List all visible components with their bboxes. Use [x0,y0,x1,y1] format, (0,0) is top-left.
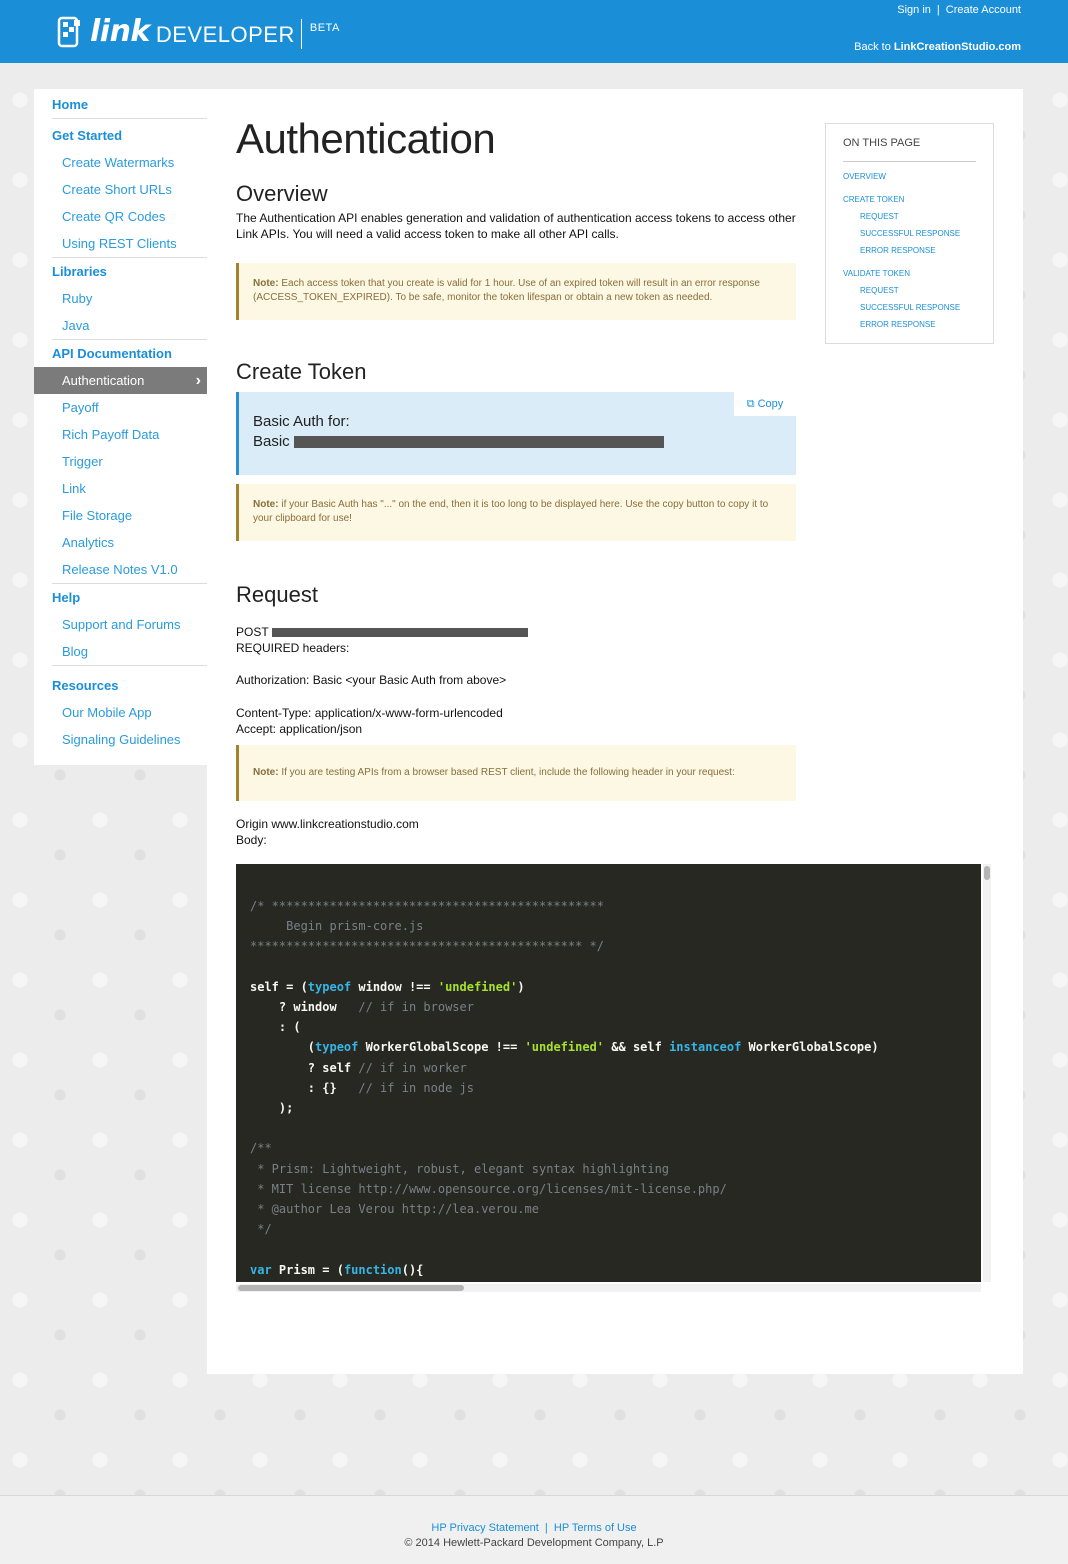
note-label: Note: [253,278,279,289]
sidebar-section-resources[interactable]: Resources [52,678,119,693]
code-line: */ [250,1222,272,1237]
footer-separator: | [544,1522,548,1534]
vertical-scrollbar[interactable] [983,864,991,1282]
post-endpoint [236,624,528,640]
post-label: POST [236,625,269,639]
sidebar-item-analytics[interactable]: Analytics [62,535,115,550]
code-line: * @author Lea Verou http://lea.verou.me [250,1202,539,1217]
sidebar-section-get-started[interactable]: Get Started [52,128,123,143]
token-validity-note [236,263,796,320]
create-account-link[interactable]: Create Account [945,4,1021,16]
note-text: If you are testing APIs from a browser based REST client, include the following header in your request: [278,767,735,778]
sidebar-item-signaling-guidelines[interactable]: Signaling Guidelines [62,732,181,747]
sidebar-item-using-rest-clients[interactable]: Using REST Clients [62,236,177,251]
redacted-url [272,628,528,637]
sidebar-item-payoff[interactable]: Payoff [62,400,99,415]
basic-auth-length-note [236,484,796,541]
toc-link-ct-error[interactable]: ERROR RESPONSE [860,246,936,255]
copy-button[interactable] [734,392,796,416]
account-separator: | [936,4,940,16]
basic-auth-label: Basic Auth for: [253,413,350,430]
basic-auth-box [236,392,796,475]
sidebar-item-link[interactable]: Link [62,481,86,496]
footer-links [0,1522,1068,1534]
logo-link-text: link [90,14,150,49]
code-line: /* ********************************************** [250,899,605,913]
privacy-link[interactable]: HP Privacy Statement [431,1522,539,1534]
logo-separator [301,19,302,49]
redacted-token [294,436,664,448]
copy-icon: ⧉ [746,398,755,410]
sidebar-item-ruby[interactable]: Ruby [62,291,93,306]
create-token-heading: Create Token [236,359,367,384]
origin-header: Origin www.linkcreationstudio.com [236,817,419,831]
back-site-name: LinkCreationStudio.com [893,41,1021,53]
toc-link-vt-request[interactable]: REQUEST [860,286,899,295]
terms-link[interactable]: HP Terms of Use [553,1522,637,1534]
toc-link-overview[interactable]: OVERVIEW [843,172,886,181]
sidebar-item-trigger[interactable]: Trigger [62,454,103,469]
code-line: var Prism = (function(){ [250,1262,424,1277]
chevron-right-icon: › [195,372,201,389]
accept-header: Accept: application/json [236,722,363,736]
sidebar-home[interactable]: Home [52,97,89,112]
toc-link-vt-success[interactable]: SUCCESSFUL RESPONSE [860,303,961,312]
basic-auth-value [253,432,782,452]
code-line: (typeof WorkerGlobalScope !== 'undefined' && self instanceof WorkerGlobalScope) [250,1040,879,1055]
sidebar-section-api-documentation[interactable]: API Documentation [52,346,172,361]
link-logo-icon [56,16,84,48]
body-label: Body: [236,833,267,847]
copyright: © 2014 Hewlett-Packard Development Company, L.P [404,1537,664,1549]
toc-link-validate-token[interactable]: VALIDATE TOKEN [843,269,910,278]
code-line: : ( [250,1020,301,1035]
sidebar-item-support-forums[interactable]: Support and Forums [62,617,181,632]
toc-link-ct-request[interactable]: REQUEST [860,212,899,221]
site-header [0,0,1068,63]
sidebar-item-create-watermarks[interactable]: Create Watermarks [62,155,175,170]
back-to-site-link[interactable] [854,41,1021,53]
logo[interactable] [56,14,340,49]
code-line: : {} // if in node js [250,1080,474,1095]
overview-text: The Authentication API enables generation and validation of authentication access tokens to access other Link APIs. You will need a valid access token to make all other API calls. [236,211,796,241]
toc-link-create-token[interactable]: CREATE TOKEN [843,195,905,204]
required-headers-label: REQUIRED headers: [236,641,350,655]
request-heading: Request [236,582,318,607]
code-line: ? window // if in browser [250,1000,474,1015]
horizontal-scrollbar[interactable] [236,1284,981,1292]
sidebar-item-file-storage[interactable]: File Storage [62,508,133,523]
overview-heading: Overview [236,181,328,206]
sidebar-item-create-short-urls[interactable]: Create Short URLs [62,182,172,197]
toc-link-ct-success[interactable]: SUCCESSFUL RESPONSE [860,229,961,238]
copy-label: Copy [757,398,784,410]
sign-in-link[interactable]: Sign in [897,4,931,16]
scrollbar-thumb[interactable] [984,866,990,880]
code-block[interactable] [236,864,981,1282]
content-type-header: Content-Type: application/x-www-form-urlencoded [236,706,503,720]
sidebar-section-help[interactable]: Help [52,590,81,605]
account-links [897,4,1021,16]
code-line: ********************************************** */ [250,939,605,954]
code-line: ); [250,1101,294,1116]
code-line: Begin prism-core.js [250,919,424,934]
beta-badge: BETA [309,22,340,34]
sidebar-item-java[interactable]: Java [62,318,90,333]
logo-developer-text: DEVELOPER [155,21,295,47]
sidebar-section-libraries[interactable]: Libraries [52,264,107,279]
toc-title: ON THIS PAGE [843,136,976,162]
code-line: * Prism: Lightweight, robust, elegant syntax highlighting [250,1161,670,1176]
sidebar-item-authentication[interactable] [34,367,207,394]
site-footer [0,1495,1068,1564]
page-title: Authentication [236,115,496,162]
toc-link-vt-error[interactable]: ERROR RESPONSE [860,320,936,329]
code-line: ? self // if in worker [250,1060,467,1075]
note-text: if your Basic Auth has "..." on the end, then it is too long to be displayed here. Use the copy button to copy it to your clipboard for use! [253,499,769,524]
note-label: Note: [253,767,279,778]
sidebar-item-rich-payoff-data[interactable]: Rich Payoff Data [62,427,160,442]
sidebar-item-release-notes[interactable]: Release Notes V1.0 [62,562,178,577]
code-line: /** [250,1141,272,1156]
sidebar-item-label: Authentication [62,373,145,388]
note-text: Each access token that you create is valid for 1 hour. Use of an expired token will result in an error response (ACCESS_TOKEN_EXPIRED). To be safe, monitor the token lifespan or obtain a new token as needed. [253,278,760,303]
sidebar-nav [34,89,207,765]
note-label: Note: [253,499,279,510]
basic-prefix: Basic [253,433,290,450]
browser-client-note [236,745,796,801]
sidebar-item-blog[interactable]: Blog [62,644,89,659]
back-prefix: Back to [854,41,894,53]
scrollbar-thumb[interactable] [238,1285,464,1291]
on-this-page-toc [825,123,994,344]
sidebar-item-mobile-app[interactable]: Our Mobile App [62,705,152,720]
sidebar-item-create-qr-codes[interactable]: Create QR Codes [62,209,166,224]
code-line: self = (typeof window !== 'undefined') [250,979,525,994]
authorization-header: Authorization: Basic <your Basic Auth from above> [236,673,507,687]
code-line: * MIT license http://www.opensource.org/licenses/mit-license.php/ [250,1181,727,1196]
